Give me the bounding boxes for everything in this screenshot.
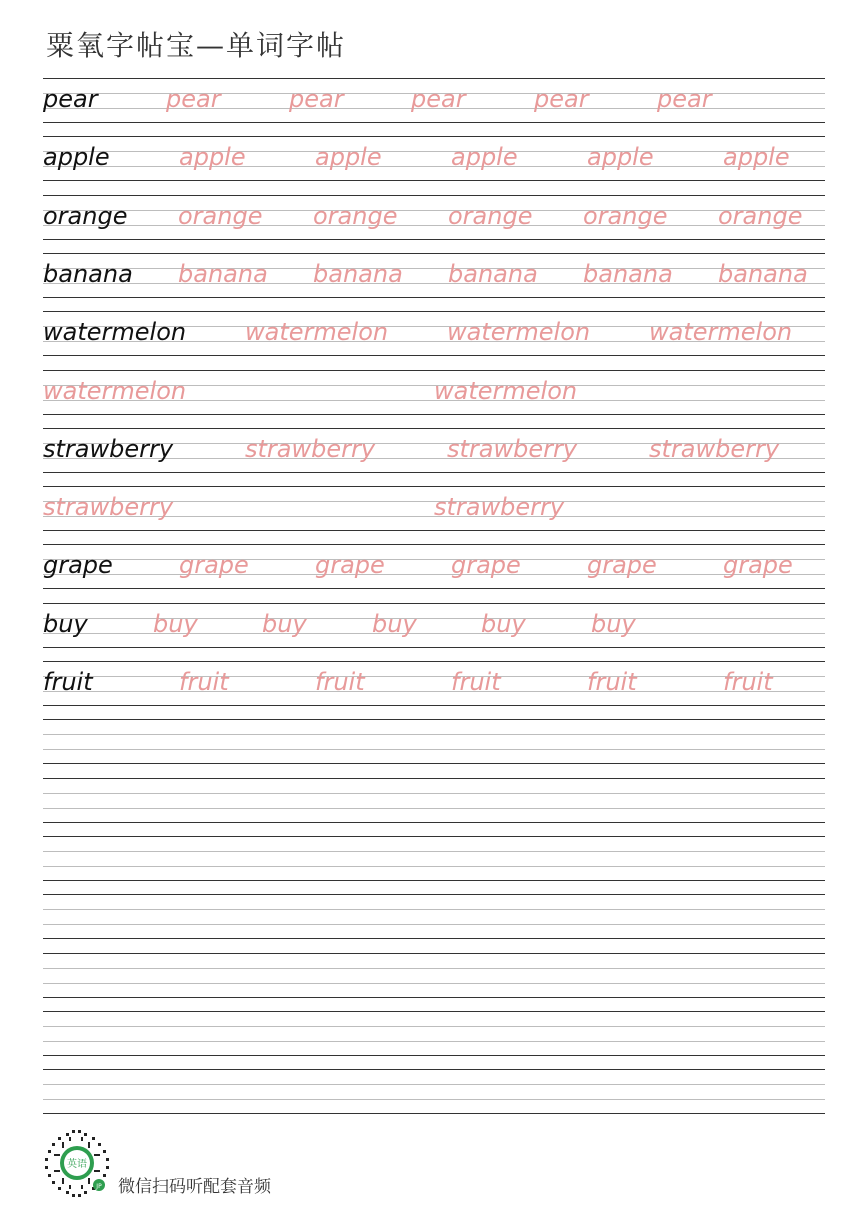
- trace-word: orange: [583, 202, 668, 230]
- trace-word: fruit: [723, 668, 773, 696]
- ruled-line-light: [43, 793, 825, 794]
- ruled-line-dark: [43, 647, 825, 648]
- ruled-line-light: [43, 225, 825, 226]
- ruled-line-dark: [43, 603, 825, 604]
- ruled-line-dark: [43, 778, 825, 779]
- ruled-line-dark: [43, 428, 825, 429]
- qr-code-icon[interactable]: [42, 1128, 112, 1198]
- trace-word: buy: [591, 610, 636, 638]
- ruled-line-light: [43, 283, 825, 284]
- trace-word: buy: [372, 610, 417, 638]
- trace-word: watermelon: [245, 318, 389, 346]
- ruled-line-dark: [43, 136, 825, 137]
- trace-word: banana: [583, 260, 673, 288]
- footer: [42, 1128, 342, 1198]
- trace-word: banana: [178, 260, 268, 288]
- model-word: orange: [43, 202, 128, 230]
- ruled-line-light: [43, 1084, 825, 1085]
- trace-word: banana: [718, 260, 808, 288]
- model-word: apple: [43, 143, 110, 171]
- ruled-line-dark: [43, 1055, 825, 1056]
- ruled-line-light: [43, 983, 825, 984]
- trace-word: apple: [587, 143, 654, 171]
- trace-word: watermelon: [43, 377, 187, 405]
- trace-word: grape: [315, 551, 385, 579]
- ruled-line-dark: [43, 530, 825, 531]
- trace-word: fruit: [451, 668, 501, 696]
- trace-word: grape: [723, 551, 793, 579]
- ruled-line-light: [43, 749, 825, 750]
- model-word: grape: [43, 551, 113, 579]
- trace-word: apple: [179, 143, 246, 171]
- trace-word: orange: [448, 202, 533, 230]
- ruled-line-dark: [43, 122, 825, 123]
- trace-word: pear: [289, 85, 344, 113]
- model-word: fruit: [43, 668, 93, 696]
- ruled-line-light: [43, 559, 825, 560]
- svg-text:JP: JP: [96, 1183, 102, 1190]
- ruled-line-dark: [43, 180, 825, 181]
- qr-badge-text: 英语: [67, 1159, 87, 1170]
- ruled-line-light: [43, 734, 825, 735]
- ruled-line-dark: [43, 486, 825, 487]
- ruled-line-dark: [43, 544, 825, 545]
- scan-instruction: 微信扫码听配套音频: [118, 1177, 271, 1197]
- ruled-line-light: [43, 1041, 825, 1042]
- ruled-line-light: [43, 268, 825, 269]
- trace-word: banana: [313, 260, 403, 288]
- ruled-line-light: [43, 866, 825, 867]
- trace-word: grape: [451, 551, 521, 579]
- ruled-line-light: [43, 691, 825, 692]
- trace-word: strawberry: [447, 435, 578, 463]
- model-word: pear: [43, 85, 98, 113]
- trace-word: orange: [718, 202, 803, 230]
- trace-word: watermelon: [434, 377, 578, 405]
- trace-word: pear: [166, 85, 221, 113]
- ruled-line-dark: [43, 253, 825, 254]
- ruled-line-dark: [43, 719, 825, 720]
- ruled-line-dark: [43, 953, 825, 954]
- model-word: banana: [43, 260, 133, 288]
- ruled-line-dark: [43, 588, 825, 589]
- writing-sheet: [43, 0, 825, 1227]
- ruled-line-dark: [43, 1011, 825, 1012]
- trace-word: pear: [411, 85, 466, 113]
- trace-word: fruit: [315, 668, 365, 696]
- trace-word: strawberry: [245, 435, 376, 463]
- ruled-line-dark: [43, 661, 825, 662]
- ruled-line-light: [43, 210, 825, 211]
- ruled-line-light: [43, 1026, 825, 1027]
- model-word: strawberry: [43, 435, 174, 463]
- trace-word: strawberry: [649, 435, 780, 463]
- trace-word: buy: [262, 610, 307, 638]
- ruled-line-dark: [43, 938, 825, 939]
- trace-word: orange: [313, 202, 398, 230]
- model-word: watermelon: [43, 318, 187, 346]
- ruled-line-dark: [43, 894, 825, 895]
- ruled-line-dark: [43, 1069, 825, 1070]
- trace-word: buy: [481, 610, 526, 638]
- trace-word: strawberry: [43, 493, 174, 521]
- ruled-line-light: [43, 808, 825, 809]
- trace-word: apple: [451, 143, 518, 171]
- ruled-line-dark: [43, 1113, 825, 1114]
- ruled-line-light: [43, 909, 825, 910]
- ruled-line-light: [43, 968, 825, 969]
- trace-word: pear: [657, 85, 712, 113]
- ruled-line-dark: [43, 822, 825, 823]
- trace-word: pear: [534, 85, 589, 113]
- trace-word: fruit: [179, 668, 229, 696]
- page-title: 粟氧字帖宝—单词字帖: [46, 29, 347, 62]
- ruled-line-dark: [43, 78, 825, 79]
- trace-word: buy: [153, 610, 198, 638]
- ruled-line-dark: [43, 836, 825, 837]
- ruled-line-dark: [43, 705, 825, 706]
- trace-word: watermelon: [447, 318, 591, 346]
- trace-word: orange: [178, 202, 263, 230]
- ruled-line-dark: [43, 370, 825, 371]
- ruled-line-light: [43, 676, 825, 677]
- ruled-line-dark: [43, 355, 825, 356]
- ruled-line-dark: [43, 997, 825, 998]
- model-word: buy: [43, 610, 88, 638]
- trace-word: watermelon: [649, 318, 793, 346]
- ruled-line-dark: [43, 239, 825, 240]
- ruled-line-light: [43, 1099, 825, 1100]
- trace-word: fruit: [587, 668, 637, 696]
- ruled-line-dark: [43, 880, 825, 881]
- ruled-line-light: [43, 851, 825, 852]
- ruled-line-light: [43, 151, 825, 152]
- trace-word: grape: [179, 551, 249, 579]
- ruled-line-light: [43, 924, 825, 925]
- trace-word: banana: [448, 260, 538, 288]
- trace-word: apple: [315, 143, 382, 171]
- ruled-line-light: [43, 574, 825, 575]
- ruled-line-dark: [43, 472, 825, 473]
- ruled-line-dark: [43, 311, 825, 312]
- ruled-line-dark: [43, 763, 825, 764]
- trace-word: strawberry: [434, 493, 565, 521]
- ruled-line-dark: [43, 297, 825, 298]
- trace-word: grape: [587, 551, 657, 579]
- ruled-line-dark: [43, 414, 825, 415]
- ruled-line-light: [43, 166, 825, 167]
- trace-word: apple: [723, 143, 790, 171]
- ruled-line-dark: [43, 195, 825, 196]
